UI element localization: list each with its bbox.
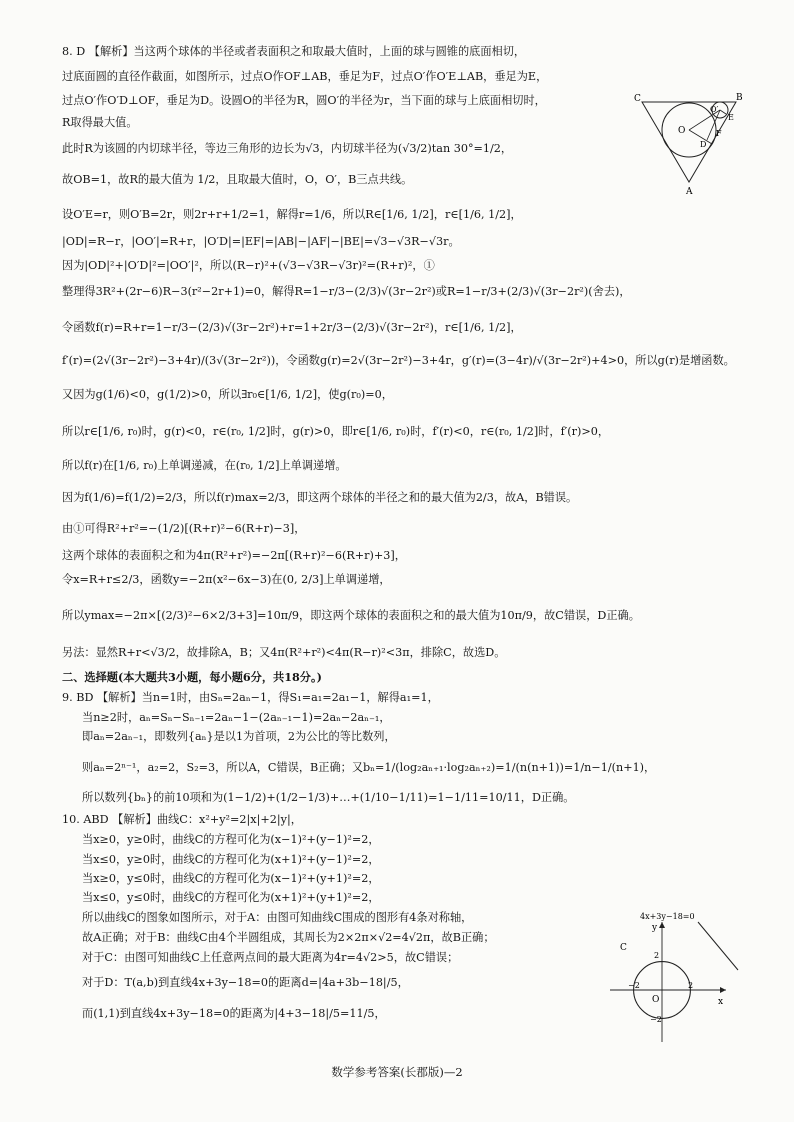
q8-line-4: R取得最大值。 bbox=[62, 116, 138, 129]
q9-line-3: 即aₙ=2aₙ₋₁，即数列{aₙ}是以1为首项，2为公比的等比数列， bbox=[82, 730, 396, 743]
line-label: 4x+3y−18=0 bbox=[640, 912, 695, 921]
y-axis-arrow-icon bbox=[659, 922, 665, 928]
q10-line-1: 10. ABD 【解析】曲线C：x²+y²=2|x|+2|y|， bbox=[62, 813, 302, 826]
q10-line-3: 当x≤0，y≥0时，曲线C的方程可化为(x+1)²+(y−1)²=2， bbox=[82, 853, 380, 866]
label-curve-c: C bbox=[620, 943, 627, 953]
label-b: B bbox=[736, 93, 743, 103]
q8-line-21: 另法：显然R+r<√3/2，故排除A，B；又4π(R²+r²)<4π(R−r)²<3π，排除C，故选D。 bbox=[62, 646, 506, 659]
tick-y-pos: 2 bbox=[654, 951, 660, 960]
triangle-outline bbox=[642, 102, 736, 182]
q9-line-5: 所以数列{bₙ}的前10项和为(1−1/2)+(1/2−1/3)+…+(1/10−1/11)=1−1/11=10/11，D正确。 bbox=[82, 791, 575, 804]
q8-line-10: 整理得3R²+(2r−6)R−3(r²−2r+1)=0，解得R=1−r/3−(2/3)√(3r−2r²)或R=1−r/3+(2/3)√(3r−2r²)(舍去)， bbox=[62, 285, 631, 298]
q10-line-4: 当x≥0，y≤0时，曲线C的方程可化为(x−1)²+(y+1)²=2， bbox=[82, 872, 380, 885]
segment-oe bbox=[720, 110, 726, 114]
q8-line-3: 过点O′作O′D⊥OF，垂足为D。设圆O的半径为R，圆O′的半径为r，当下面的球与上底面相切时， bbox=[62, 94, 546, 107]
q9-line-4: 则aₙ=2ⁿ⁻¹，a₂=2，S₂=3，所以A，C错误，B正确；又bₙ=1/(log₂aₙ₊₁·log₂aₙ₊₂)=1/(n(n+1))=1/n−1/(n+1)， bbox=[82, 761, 656, 774]
section-heading: 二、选择题(本大题共3小题，每小题6分，共18分。) bbox=[62, 670, 322, 684]
tick-x-neg: −2 bbox=[628, 981, 640, 990]
label-e: E bbox=[728, 113, 734, 122]
q8-line-11: 令函数f(r)=R+r=1−r/3−(2/3)√(3r−2r²)+r=1+2r/3−(2/3)√(3r−2r²)，r∈[1/6, 1/2]， bbox=[62, 321, 522, 334]
q8-line-5: 此时R为该圆的内切球半径，等边三角形的边长为√3，内切球半径为(√3/2)tan 30°=1/2， bbox=[62, 142, 513, 155]
x-axis-arrow-icon bbox=[720, 987, 726, 993]
curve-c-figure bbox=[606, 908, 742, 1044]
q10-line-9: 对于D：T(a,b)到直线4x+3y−18=0的距离d=|4a+3b−18|/5， bbox=[82, 976, 409, 989]
label-f: F bbox=[716, 129, 722, 138]
line-4x3y18 bbox=[698, 922, 738, 970]
q8-line-9: 因为|OD|²+|O′D|²=|OO′|²，所以(R−r)²+(√3−√3R−√3r)²=(R+r)²，① bbox=[62, 259, 435, 272]
q10-line-6: 所以曲线C的图象如图所示，对于A：由图可知曲线C围成的图形有4条对称轴， bbox=[82, 911, 473, 924]
q8-line-7: 设O′E=r，则O′B=2r，则2r+r+1/2=1，解得r=1/6，所以R∈[1/6, 1/2]，r∈[1/6, 1/2]， bbox=[62, 208, 522, 221]
label-x-axis: x bbox=[718, 997, 724, 1007]
q9-line-2: 当n≥2时，aₙ=Sₙ−Sₙ₋₁=2aₙ−1−(2aₙ₋₁−1)=2aₙ−2aₙ₋₁， bbox=[82, 711, 391, 724]
cone-section-figure bbox=[632, 90, 744, 200]
q9-line-1: 9. BD 【解析】当n=1时，由Sₙ=2aₙ−1，得S₁=a₁=2a₁−1，解得a₁=1， bbox=[62, 691, 439, 704]
label-a: A bbox=[686, 187, 693, 197]
label-d: D bbox=[700, 140, 707, 149]
q8-line-6: 故OB=1，故R的最大值为 1/2，且取最大值时，O，O′，B三点共线。 bbox=[62, 173, 413, 186]
label-origin: O bbox=[652, 995, 660, 1005]
q10-line-7: 故A正确；对于B：曲线C由4个半圆组成，其周长为2×2π×√2=4√2π，故B正确； bbox=[82, 931, 495, 944]
q8-line-2: 过底面圆的直径作截面，如图所示，过点O作OF⊥AB，垂足为F，过点O′作O′E⊥AB，垂足为E， bbox=[62, 70, 548, 83]
label-o: O bbox=[678, 126, 686, 136]
tick-y-neg: −2 bbox=[650, 1015, 662, 1024]
q8-line-19: 令x=R+r≤2/3，函数y=−2π(x²−6x−3)在(0, 2/3]上单调递增， bbox=[62, 573, 391, 586]
q8-line-15: 所以f(r)在[1/6, r₀)上单调递减，在(r₀, 1/2]上单调递增。 bbox=[62, 459, 347, 472]
tick-x-pos: 2 bbox=[688, 981, 694, 990]
q8-line-13: 又因为g(1/6)<0，g(1/2)>0，所以∃r₀∈[1/6, 1/2]，使g(r₀)=0， bbox=[62, 388, 393, 401]
q10-line-10: 而(1,1)到直线4x+3y−18=0的距离为|4+3−18|/5=11/5， bbox=[82, 1007, 386, 1020]
label-c: C bbox=[634, 94, 641, 104]
q8-line-17: 由①可得R²+r²=−(1/2)[(R+r)²−6(R+r)−3]， bbox=[62, 522, 306, 535]
q10-line-5: 当x≤0，y≤0时，曲线C的方程可化为(x+1)²+(y+1)²=2， bbox=[82, 891, 380, 904]
label-o-prime: O′ bbox=[710, 105, 719, 114]
q8-line-1: 8. D 【解析】当这两个球体的半径或者表面积之和取最大值时，上面的球与圆锥的底面相切， bbox=[62, 45, 526, 58]
page-footer: 数学参考答案(长郡版)—2 bbox=[331, 1065, 463, 1079]
q10-line-8: 对于C：由图可知曲线C上任意两点间的最大距离为4r=4√2>5，故C错误； bbox=[82, 951, 459, 964]
label-y-axis: y bbox=[652, 923, 658, 933]
q8-line-16: 因为f(1/6)=f(1/2)=2/3，所以f(r)max=2/3，即这两个球体的半径之和的最大值为2/3，故A，B错误。 bbox=[62, 491, 578, 504]
q10-line-2: 当x≥0，y≥0时，曲线C的方程可化为(x−1)²+(y−1)²=2， bbox=[82, 833, 380, 846]
q8-line-18: 这两个球体的表面积之和为4π(R²+r²)=−2π[(R+r)²−6(R+r)+3]， bbox=[62, 549, 406, 562]
q8-line-12: f′(r)=(2√(3r−2r²)−3+4r)/(3√(3r−2r²))，令函数g(r)=2√(3r−2r²)−3+4r，g′(r)=(3−4r)/√(3r−2r²)+4>0，所以g(r)是增函数。 bbox=[62, 354, 735, 367]
q8-line-20: 所以ymax=−2π×[(2/3)²−6×2/3+3]=10π/9，即这两个球体的表面积之和的最大值为10π/9，故C错误，D正确。 bbox=[62, 609, 640, 622]
q8-line-8: |OD|=R−r，|OO′|=R+r，|O′D|=|EF|=|AB|−|AF|−|BE|=√3−√3R−√3r。 bbox=[62, 235, 460, 248]
q8-line-14: 所以r∈[1/6, r₀)时，g(r)<0，r∈(r₀, 1/2]时，g(r)>0，即r∈[1/6, r₀)时，f′(r)<0，r∈(r₀, 1/2]时，f′(r)>0， bbox=[62, 425, 610, 438]
